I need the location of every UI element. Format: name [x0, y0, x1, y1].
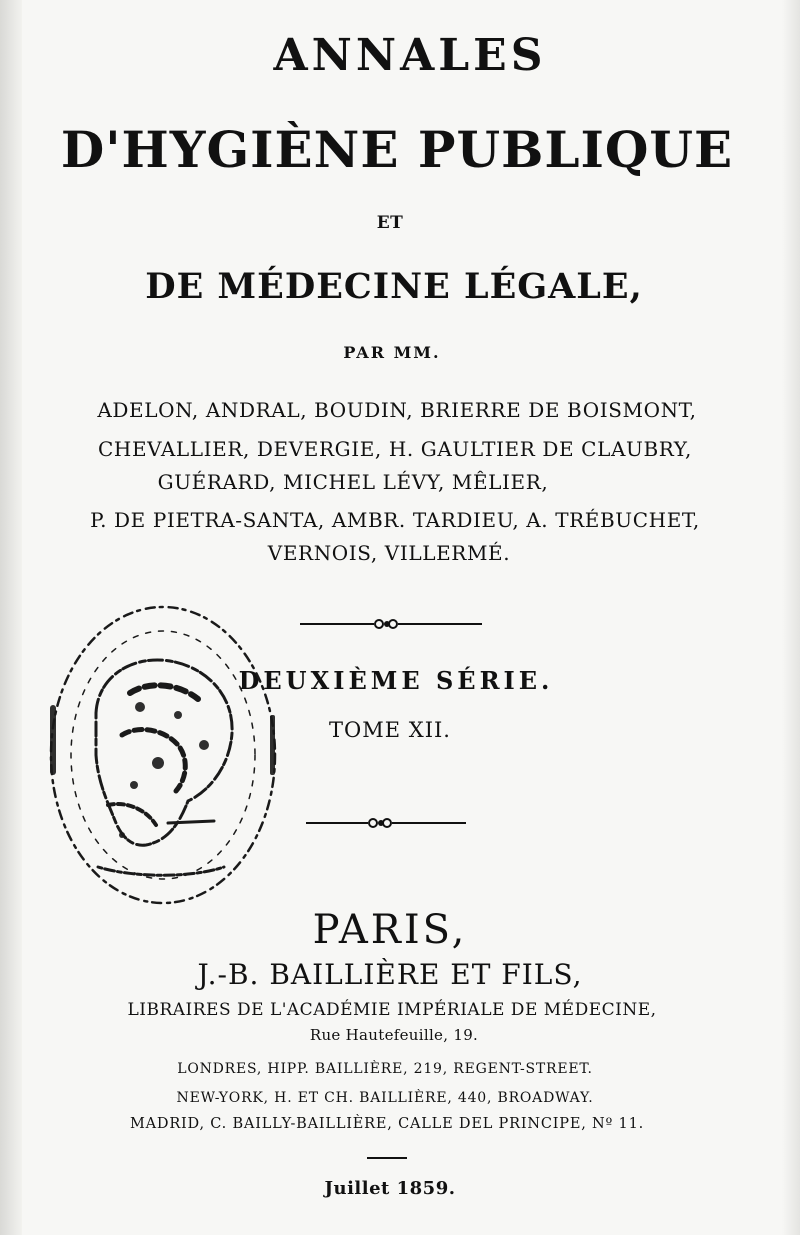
binding-edge [0, 0, 22, 1235]
volume-label: TOME XII. [329, 718, 451, 742]
title-connector: ET [376, 213, 404, 233]
imprint-address: Rue Hautefeuille, 19. [309, 1026, 479, 1044]
ornament-rule-icon [306, 817, 466, 829]
authors-line: VERNOIS, VILLERMÉ. [267, 541, 511, 565]
imprint-description: LIBRAIRES DE L'ACADÉMIE IMPÉRIALE DE MÉDECINE, [127, 1000, 657, 1020]
imprint-publisher: J.-B. BAILLIÈRE ET FILS, [197, 958, 583, 991]
imprint-city: PARIS, [312, 907, 468, 953]
series-label: DEUXIÈME SÉRIE. [238, 666, 554, 695]
authors-line: ADELON, ANDRAL, BOUDIN, BRIERRE DE BOISMONT, [97, 398, 697, 422]
ornament-rule-icon [300, 618, 482, 630]
page-edge [782, 0, 800, 1235]
authors-line: CHEVALLIER, DEVERGIE, H. GAULTIER DE CLAUBRY, [98, 437, 692, 461]
authors-line: GUÉRARD, MICHEL LÉVY, MÊLIER, [157, 470, 549, 494]
title-line-annales: ANNALES [273, 30, 547, 81]
date-divider [367, 1157, 407, 1159]
imprint-branch: LONDRES, HIPP. BAILLIÈRE, 219, REGENT-STREET. [177, 1061, 593, 1077]
authors-intro: PAR MM. [343, 343, 441, 362]
imprint-branch: MADRID, C. BAILLY-BAILLIÈRE, CALLE DEL PRINCIPE, Nº 11. [129, 1116, 645, 1132]
title-line-hygiene: D'HYGIÈNE PUBLIQUE [60, 120, 734, 179]
library-stamp-icon [38, 595, 288, 915]
imprint-branch: NEW-YORK, H. ET CH. BAILLIÈRE, 440, BROADWAY. [176, 1090, 594, 1106]
imprint-date: Juillet 1859. [324, 1178, 456, 1199]
title-line-medecine: DE MÉDECINE LÉGALE, [145, 266, 643, 307]
authors-line: P. DE PIETRA-SANTA, AMBR. TARDIEU, A. TRÉBUCHET, [90, 508, 700, 532]
